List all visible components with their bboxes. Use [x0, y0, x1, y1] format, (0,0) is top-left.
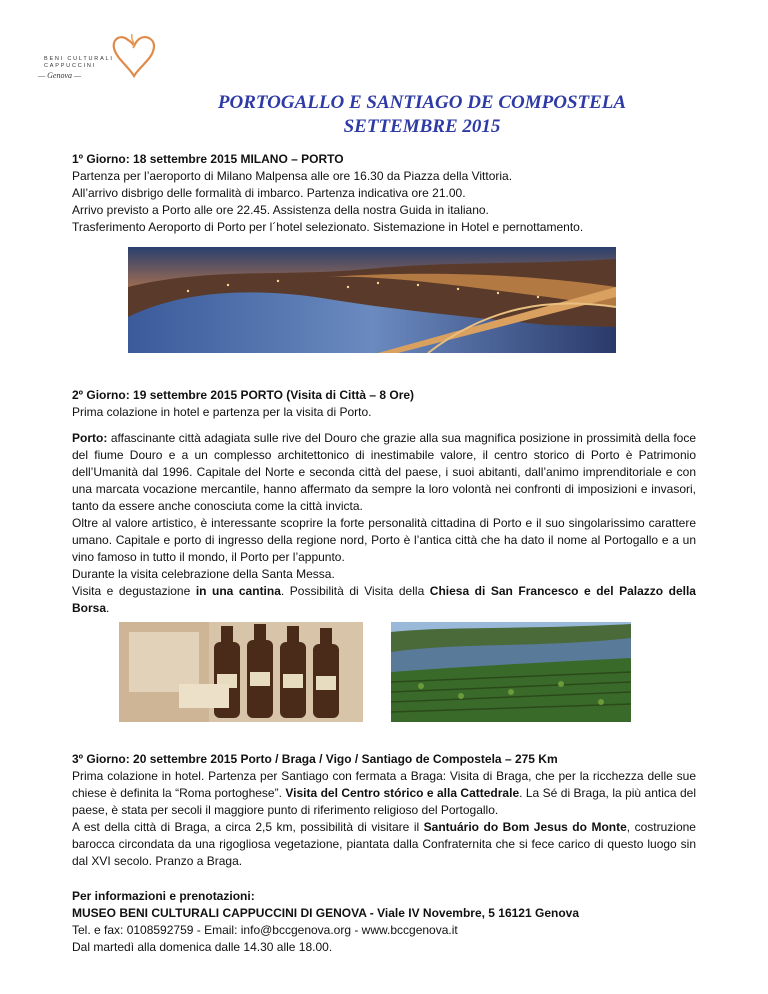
document-title: PORTOGALLO E SANTIAGO DE COMPOSTELA	[217, 92, 627, 113]
day1-line: Arrivo previsto a Porto alle ore 22.45. Assistenza della nostra Guida in italiano.	[72, 203, 489, 217]
day1-line: Trasferimento Aeroporto di Porto per l´hotel selezionato. Sistemazione in Hotel e pernottamento.	[72, 220, 584, 234]
contact-info	[72, 888, 696, 956]
museum-logo	[36, 32, 166, 94]
porto-night-panorama-image	[128, 247, 616, 353]
day3-section	[72, 751, 696, 870]
porto-paragraph-2: Oltre al valore artistico, è interessante scoprire la forte personalità cittadina di Porto e il suo singolarissimo carattere umano. Capitale e porto di ingresso della regione nord, Porto è l’antica città che ha dato il nome al Portogallo e a un vino famoso in tutto il mondo, il Porto per l’appunto.	[72, 516, 696, 564]
museum-address: MUSEO BENI CULTURALI CAPPUCCINI DI GENOVA - Viale IV Novembre, 5 16121 Genova	[72, 906, 580, 920]
port-wine-bottles-image	[119, 622, 363, 722]
douro-valley-vineyard-image	[391, 622, 631, 722]
porto-paragraph-3: Durante la visita celebrazione della Santa Messa.	[72, 567, 335, 581]
day2-section	[72, 387, 696, 421]
day1-section	[72, 151, 696, 236]
contact-details: Tel. e fax: 0108592759 - Email: info@bccgenova.org - www.bccgenova.it	[72, 923, 458, 937]
info-heading: Per informazioni e prenotazioni:	[72, 889, 255, 903]
logo-line-1: BENI CULTURALI	[44, 56, 114, 62]
day1-heading: 1º Giorno: 18 settembre 2015 MILANO – PORTO	[72, 152, 344, 166]
day1-line: Partenza per l’aeroporto di Milano Malpensa alle ore 16.30 da Piazza della Vittoria.	[72, 169, 513, 183]
document-subtitle: SETTEMBRE 2015	[343, 116, 501, 137]
opening-hours: Dal martedì alla domenica dalle 14.30 alle 18.00.	[72, 940, 333, 954]
day3-paragraph-1: Prima colazione in hotel. Partenza per Santiago con fermata a Braga: Visita di Braga, che per la ricchezza delle sue chiese è definita la “Roma portoghese”. Visita del Centro stórico e alla Cattedrale. La Sé di Braga, la più antica del paese, è stata per secoli il maggiore punto di riferimento religioso del Portogallo.	[72, 769, 696, 817]
day3-paragraph-2: A est della città di Braga, a circa 2,5 km, possibilità di visitare il Santuário do Bom Jesus do Monte, costruzione barocca circondata da una rigogliosa vegetazione, piantata dalla Confraternita che si fece carico di questo luogo sin dal XVI secolo. Pranzo a Braga.	[72, 820, 696, 868]
day3-heading: 3º Giorno: 20 settembre 2015 Porto / Braga / Vigo / Santiago de Compostela – 275 Km	[72, 752, 558, 766]
day2-intro: Prima colazione in hotel e partenza per la visita di Porto.	[72, 405, 372, 419]
porto-description: affascinante città adagiata sulle rive del Douro che grazie alla sua magnifica posizione in prossimità della foce del fiume Douro e a un complesso architettonico di inestimabile valore, il centro storico di Porto è Patrimonio dell’Umanità dal 1996. Capitale del Norte e seconda città del paese, i suoi abitanti, dall’animo imprenditoriale e con una marcata vocazione mercantile, hanno affermato da sempre la loro volontà nei confronti di imposizioni e invasori, tanto da essere anche conosciuta come la città invicta.	[72, 431, 696, 513]
logo-line-3: — Genova —	[38, 71, 82, 80]
day2-heading: 2º Giorno: 19 settembre 2015 PORTO (Visita di Città – 8 Ore)	[72, 388, 415, 402]
porto-paragraph-4: Visita e degustazione in una cantina. Possibilità di Visita della Chiesa di San Francesco e del Palazzo della Borsa.	[72, 584, 696, 615]
logo-line-2: CAPPUCCINI	[44, 63, 96, 69]
day2-body	[72, 430, 696, 617]
porto-label: Porto:	[72, 431, 108, 445]
day1-line: All’arrivo disbrigo delle formalità di imbarco. Partenza indicativa ore 21.00.	[72, 186, 466, 200]
